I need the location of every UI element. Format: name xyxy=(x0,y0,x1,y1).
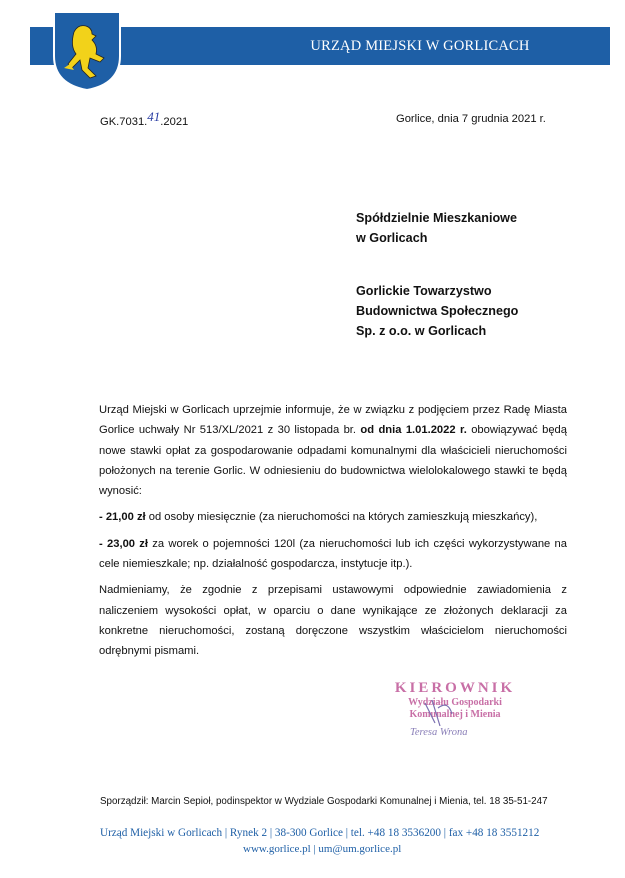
rate-item: - 23,00 zł za worek o pojemności 120l (za nieruchomości lub ich części wykorzystywane na cele niemieszkale; np. działalność gospodarcza, instytucje itp.). xyxy=(99,537,567,571)
body-paragraph: Nadmieniamy, że zgodnie z przepisami ustawowymi odpowiednie zawiadomienia z naliczeniem wysokości opłat, w oparciu o dane wynikające ze złożonych deklaracji za konkretne nieruchomości, zostaną doręczone wszystkim właścicielom nieruchomości odrębnymi pismami. xyxy=(99,584,567,658)
recipient-line: w Gorlicach xyxy=(356,231,428,245)
recipient-line: Spółdzielnie Mieszkaniowe xyxy=(356,211,517,225)
footer-contact: www.gorlice.pl | um@um.gorlice.pl xyxy=(243,843,402,855)
recipient-block xyxy=(356,208,517,248)
stamp-line: Wydziału Gospodarki xyxy=(408,697,502,708)
stamp-title: KIEROWNIK xyxy=(394,680,516,696)
body-paragraph: Urząd Miejski w Gorlicach uprzejmie informuje, że w związku z podjęciem przez Radę Miasta Gorlice uchwały Nr 513/XL/2021 z 30 listopada br. od dnia 1.01.2022 r. obowiązywać będą nowe stawki opłat za gospodarowanie odpadami komunalnymi dla właścicieli nieruchomości położonych na terenie Gorlic. W odniesieniu do budownictwa wielolokalowego stawki te będą wynosić: xyxy=(99,404,568,498)
stamp-line: Komunalnej i Mienia xyxy=(409,709,501,720)
rate-item: - 21,00 zł od osoby miesięcznie (za nieruchomości na których zamieszkują mieszkańcy), xyxy=(99,511,538,524)
prepared-by: Sporządził: Marcin Sepioł, podinspektor w Wydziale Gospodarki Komunalnej i Mienia, tel. 18 35-51-247 xyxy=(100,796,548,807)
signature-scribble-icon xyxy=(420,698,460,728)
recipient-line: Budownictwa Społecznego xyxy=(356,304,519,318)
letter-body xyxy=(99,400,567,662)
signatory-name: Teresa Wrona xyxy=(410,727,468,738)
reference-year: .2021 xyxy=(160,116,189,128)
reference-number xyxy=(100,109,189,129)
reference-handwritten: 41 xyxy=(147,109,161,124)
lion-crest-icon xyxy=(52,10,122,92)
letter-date: Gorlice, dnia 7 grudnia 2021 r. xyxy=(396,113,546,125)
office-name: URZĄD MIEJSKI W GORLICACH xyxy=(310,38,530,54)
reference-prefix: GK.7031. xyxy=(100,116,148,128)
recipient-block xyxy=(356,281,518,341)
recipient-line: Sp. z o.o. w Gorlicach xyxy=(356,324,487,338)
recipient-line: Gorlickie Towarzystwo xyxy=(356,284,492,298)
footer-address: Urząd Miejski w Gorlicach | Rynek 2 | 38-300 Gorlice | tel. +48 18 3536200 | fax +48 18 3551212 xyxy=(100,827,540,839)
